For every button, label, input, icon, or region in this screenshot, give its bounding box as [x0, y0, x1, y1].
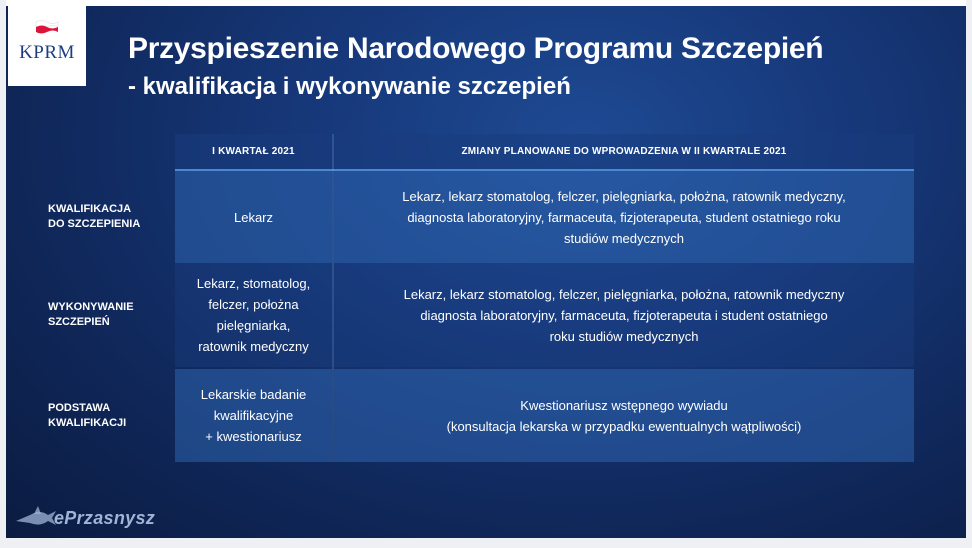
- cell-line: ratownik medyczny: [198, 339, 309, 354]
- row-label-line: DO SZCZEPIENIA: [48, 218, 141, 230]
- row-label-line: KWALIFIKACJI: [48, 416, 127, 429]
- frame-right: [966, 0, 972, 548]
- cell-q1-wykonywanie: [175, 263, 332, 367]
- cell-q2-wykonywanie: [334, 263, 914, 367]
- row-label-line: KWALIFIKACJA: [48, 203, 132, 215]
- swordfish-icon: [14, 503, 58, 533]
- cell-line: Kwestionariusz wstępnego wywiadu: [520, 397, 728, 413]
- cell-line: (konsultacja lekarska w przypadku ewentualnych wątpliwości): [446, 418, 802, 434]
- logo-text: KPRM: [19, 42, 75, 63]
- cell-line: Lekarz: [233, 209, 274, 225]
- watermark-text: ePrzasnysz: [54, 507, 156, 528]
- row-label-line: PODSTAWA: [48, 401, 111, 414]
- cell-line: + kwestionariusz: [205, 429, 302, 444]
- row-label-line: WYKONYWANIE: [48, 301, 134, 313]
- cell-line: Lekarz, lekarz stomatolog, felczer, pielęgniarka, położna, ratownik medyczny,: [402, 188, 846, 204]
- cell-line: felczer, położna: [208, 297, 299, 312]
- row-label-kwalifikacja: [30, 171, 175, 263]
- row-label-line: SZCZEPIEŃ: [48, 316, 110, 328]
- page-title: Przyspieszenie Narodowego Programu Szczepień: [128, 32, 824, 65]
- row-label-podstawa: [30, 369, 175, 462]
- cell-line: Lekarz, lekarz stomatolog, felczer, pielęgniarka, położna, ratownik medyczny: [403, 286, 845, 302]
- comparison-table: [30, 134, 914, 462]
- column-divider: [332, 134, 334, 462]
- cell-line: pielęgniarka,: [216, 318, 291, 333]
- cell-q2-kwalifikacja: [334, 171, 914, 263]
- cell-line: Lekarskie badanie: [200, 387, 307, 402]
- cell-q1-kwalifikacja: [175, 171, 332, 263]
- header-q1: I KWARTAŁ 2021: [175, 134, 332, 169]
- header-q2: ZMIANY PLANOWANE DO WPROWADZENIA W II KWARTALE 2021: [334, 134, 914, 169]
- cell-line: roku studiów medycznych: [549, 328, 699, 344]
- cell-line: diagnosta laboratoryjny, farmaceuta, fizjoterapeuta, student ostatniego roku: [407, 209, 841, 225]
- watermark: [14, 500, 174, 536]
- frame-top: [0, 0, 972, 6]
- polish-flag-icon: [35, 20, 59, 34]
- kprm-logo: [8, 6, 86, 86]
- row-label-wykonywanie: [30, 263, 175, 367]
- cell-line: studiów medycznych: [564, 230, 684, 246]
- cell-q1-podstawa: [175, 369, 332, 462]
- cell-line: diagnosta laboratoryjny, farmaceuta, fizjoterapeuta i student ostatniego: [420, 307, 828, 323]
- page-subtitle: - kwalifikacja i wykonywanie szczepień: [128, 73, 571, 100]
- cell-line: Lekarz, stomatolog,: [196, 276, 311, 291]
- frame-left: [0, 0, 6, 548]
- cell-line: kwalifikacyjne: [213, 408, 294, 423]
- cell-q2-podstawa: [334, 369, 914, 462]
- frame-bottom: [0, 538, 972, 548]
